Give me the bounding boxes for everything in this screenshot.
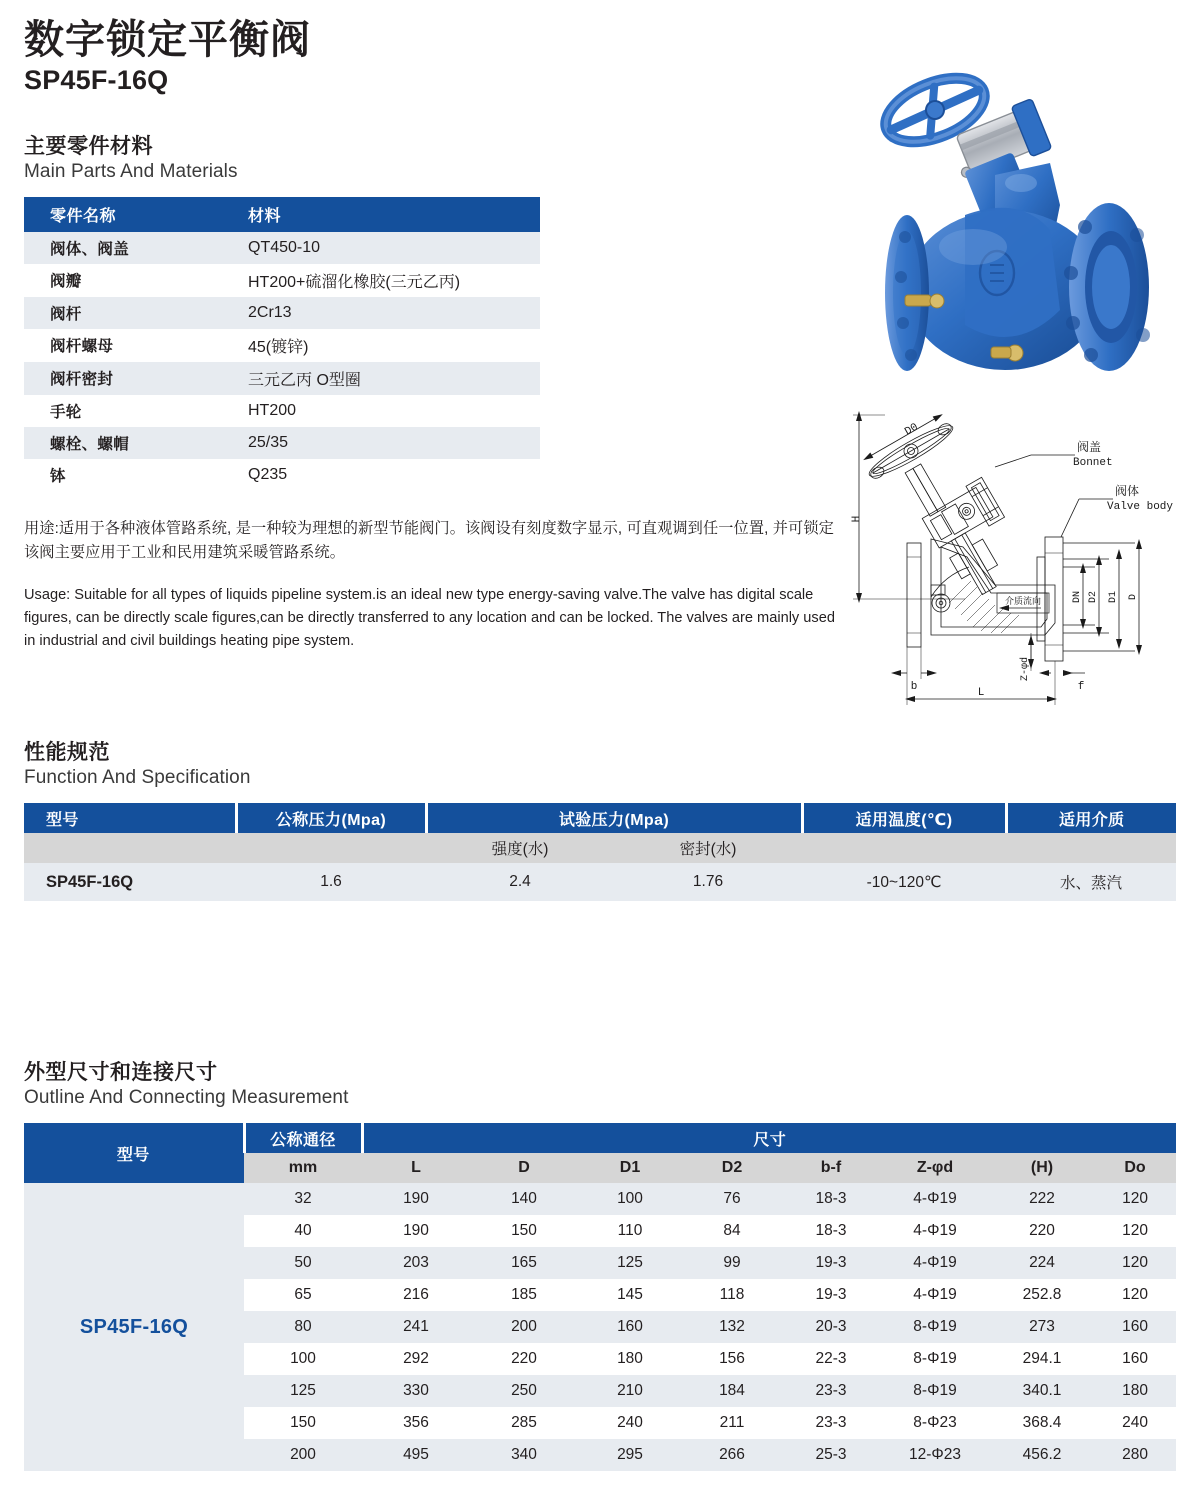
dimension-table [24,1123,1176,1471]
dim-cell-h: 368.4 [990,1407,1094,1439]
dim-cell-d2: 266 [682,1439,782,1471]
dim-cell-mm: 150 [244,1407,362,1439]
dim-subcol-d2: D2 [682,1153,782,1183]
material-value: Q235 [234,459,540,491]
material-value: QT450-10 [234,232,540,264]
drawing-label-l: L [977,687,985,699]
dim-cell-h: 294.1 [990,1343,1094,1375]
spec-value-seal: 1.76 [614,863,802,901]
material-part-name: 阀体、阀盖 [24,232,234,264]
dim-cell-do: 180 [1094,1375,1176,1407]
dim-subcol-d: D [470,1153,578,1183]
dim-cell-d2: 156 [682,1343,782,1375]
dim-heading-cn: 外型尺寸和连接尺寸 [24,1061,218,1084]
specification-section [24,736,1176,901]
dim-col-dimensions: 尺寸 [362,1123,1176,1153]
dim-cell-b-f: 22-3 [782,1343,880,1375]
dim-cell-b-f: 25-3 [782,1439,880,1471]
dim-cell-d1: 145 [578,1279,682,1311]
right-flange [1064,203,1150,371]
dim-cell-l: 203 [362,1247,470,1279]
right-illustration-column [845,55,1185,717]
spec-subheader-row [24,833,1176,863]
dim-cell-b-f: 18-3 [782,1183,880,1215]
usage-section [24,517,842,653]
materials-table [24,197,540,491]
table-row [24,459,540,491]
dim-cell-d: 150 [470,1215,578,1247]
dim-cell-b-f: 23-3 [782,1407,880,1439]
dim-cell-do: 120 [1094,1279,1176,1311]
dim-cell-d: 220 [470,1343,578,1375]
dim-cell-mm: 65 [244,1279,362,1311]
left-flange [885,215,929,371]
spec-sub-blank-model [24,833,236,863]
dim-subcol-h: (H) [990,1153,1094,1183]
technical-drawing-svg [845,407,1183,717]
material-value: 45(镀锌) [234,329,540,362]
dim-cell-d: 185 [470,1279,578,1311]
dim-cell-b-f: 19-3 [782,1279,880,1311]
dim-cell-mm: 40 [244,1215,362,1247]
material-part-name: 阀杆 [24,297,234,329]
dim-cell-l: 216 [362,1279,470,1311]
specification-table [24,803,1176,901]
dim-cell-d2: 99 [682,1247,782,1279]
dim-cell-mm: 200 [244,1439,362,1471]
dim-cell-mm: 32 [244,1183,362,1215]
spec-value-temperature: -10~120℃ [802,863,1006,901]
spec-value-medium: 水、蒸汽 [1006,863,1176,901]
drawing-label-flow: 介质流向 [1004,596,1042,606]
drawing-label-body-cn: 阀体 [1115,484,1140,498]
dim-heading-en: Outline And Connecting Measurement [24,1087,349,1108]
dim-cell-h: 224 [990,1247,1094,1279]
table-row [24,362,540,395]
dim-cell-d: 250 [470,1375,578,1407]
dim-cell-d2: 84 [682,1215,782,1247]
materials-col-part: 零件名称 [24,197,234,232]
table-row [24,1183,1176,1215]
drawing-label-body-en: Valve body [1107,501,1174,513]
dim-cell-do: 120 [1094,1183,1176,1215]
dim-cell-d2: 184 [682,1375,782,1407]
spec-col-temperature: 适用温度(℃) [802,803,1006,833]
materials-col-material: 材料 [234,197,540,232]
spec-col-test-pressure: 试验压力(Mpa) [426,803,802,833]
dim-cell-z-phi-d: 8-Φ19 [880,1311,990,1343]
dim-cell-mm: 100 [244,1343,362,1375]
table-row [24,297,540,329]
dim-subcol-mm: mm [244,1153,362,1183]
drawing-label-d: D [1128,593,1139,601]
dim-model-value: SP45F-16Q [24,1183,244,1471]
spec-col-medium: 适用介质 [1006,803,1176,833]
dimension-table-body [24,1183,1176,1471]
dim-cell-d1: 295 [578,1439,682,1471]
usage-text-en: Usage: Suitable for all types of liquids pipeline system.is an ideal new type energy-saving valve.The valve has digital scale figures, can be directly scale figures,can be directly transferred to any location and can be locked. The valves are mainly used in industrial and civil buildings heating pipe system. [24,587,835,649]
dim-cell-z-phi-d: 12-Φ23 [880,1439,990,1471]
dim-cell-do: 120 [1094,1215,1176,1247]
material-value: 2Cr13 [234,297,540,329]
drawing-label-z-phi-d: Z-φd [1020,656,1031,682]
spec-heading-cn: 性能规范 [24,741,110,764]
dim-cell-d: 165 [470,1247,578,1279]
material-value: 三元乙丙 O型圈 [234,362,540,395]
materials-heading-en: Main Parts And Materials [24,160,238,182]
spec-sub-seal: 密封(水) [614,833,802,863]
dim-cell-l: 292 [362,1343,470,1375]
dim-cell-h: 220 [990,1215,1094,1247]
dim-cell-do: 240 [1094,1407,1176,1439]
dim-cell-d1: 100 [578,1183,682,1215]
dim-cell-l: 190 [362,1183,470,1215]
dim-cell-d: 140 [470,1183,578,1215]
page-model-code: SP45F-16Q [24,64,169,95]
materials-table-body [24,232,540,491]
dim-cell-l: 495 [362,1439,470,1471]
dim-cell-mm: 80 [244,1311,362,1343]
drawing-label-h: H [851,515,863,523]
spec-sub-blank-temp [802,833,1006,863]
material-part-name: 钵 [24,459,234,491]
table-row [24,427,540,459]
dim-cell-do: 120 [1094,1247,1176,1279]
dim-cell-do: 280 [1094,1439,1176,1471]
table-row [24,264,540,297]
materials-table-header-row [24,197,540,232]
drawing-label-d2: D2 [1088,590,1099,604]
dim-header-row-1 [24,1123,1176,1153]
dim-cell-d1: 160 [578,1311,682,1343]
dim-cell-b-f: 19-3 [782,1247,880,1279]
dim-cell-d1: 125 [578,1247,682,1279]
dim-cell-d: 200 [470,1311,578,1343]
dim-cell-d1: 110 [578,1215,682,1247]
spec-col-nominal-pressure: 公称压力(Mpa) [236,803,426,833]
dim-subcol-do: Do [1094,1153,1176,1183]
dim-cell-z-phi-d: 4-Φ19 [880,1183,990,1215]
dim-cell-d: 340 [470,1439,578,1471]
drawing-label-b: b [910,681,918,693]
drawing-label-bonnet-en: Bonnet [1073,457,1113,469]
dim-cell-h: 252.8 [990,1279,1094,1311]
dim-col-nominal-diameter: 公称通径 [244,1123,362,1153]
dim-cell-z-phi-d: 4-Φ19 [880,1247,990,1279]
dim-cell-z-phi-d: 4-Φ19 [880,1279,990,1311]
dim-subcol-b-f: b-f [782,1153,880,1183]
materials-heading-cn: 主要零件材料 [24,134,153,158]
valve-product-photo [845,55,1175,395]
dim-cell-d1: 180 [578,1343,682,1375]
dim-cell-mm: 50 [244,1247,362,1279]
drawing-label-bonnet-cn: 阀盖 [1077,440,1102,454]
valve-photo-svg [845,55,1175,395]
materials-section [24,130,844,491]
page-title: 数字锁定平衡阀 [24,18,311,62]
dim-cell-d2: 211 [682,1407,782,1439]
dim-cell-d2: 118 [682,1279,782,1311]
material-value: HT200+硫溜化橡胶(三元乙丙) [234,264,540,297]
dim-col-model: 型号 [24,1123,244,1183]
dim-cell-l: 241 [362,1311,470,1343]
material-part-name: 手轮 [24,395,234,427]
dim-cell-h: 273 [990,1311,1094,1343]
usage-text-cn: 用途:适用于各种液体管路系统, 是一种较为理想的新型节能阀门。该阀设有刻度数字显示, 可直观调到任一位置, 并可锁定 该阀主要应用于工业和民用建筑采暖管路系统。 [24,519,834,562]
spec-value-strength: 2.4 [426,863,614,901]
dim-cell-h: 222 [990,1183,1094,1215]
drawing-label-d0: D0 [903,421,921,439]
table-row [24,395,540,427]
drawing-label-d1: D1 [1108,590,1119,604]
dim-cell-d1: 240 [578,1407,682,1439]
spec-header-row [24,803,1176,833]
dim-subcol-z-phi-d: Z-φd [880,1153,990,1183]
spec-sub-strength: 强度(水) [426,833,614,863]
material-part-name: 阀杆螺母 [24,329,234,362]
spec-col-model: 型号 [24,803,236,833]
drawing-label-dn: DN [1072,590,1083,604]
table-row [24,232,540,264]
spec-value-nominal-pressure: 1.6 [236,863,426,901]
dim-cell-l: 190 [362,1215,470,1247]
dim-cell-do: 160 [1094,1311,1176,1343]
dim-cell-l: 356 [362,1407,470,1439]
dim-subcol-l: L [362,1153,470,1183]
spec-sub-blank-nominal [236,833,426,863]
drawing-label-f: f [1077,681,1085,693]
material-part-name: 螺栓、螺帽 [24,427,234,459]
dimension-section [24,1056,1176,1471]
spec-sub-blank-medium [1006,833,1176,863]
dim-cell-h: 456.2 [990,1439,1094,1471]
dim-cell-z-phi-d: 8-Φ23 [880,1407,990,1439]
dim-cell-z-phi-d: 8-Φ19 [880,1375,990,1407]
dim-cell-b-f: 20-3 [782,1311,880,1343]
dim-cell-mm: 125 [244,1375,362,1407]
table-row [24,329,540,362]
material-value: HT200 [234,395,540,427]
dim-cell-z-phi-d: 8-Φ19 [880,1343,990,1375]
dim-cell-d1: 210 [578,1375,682,1407]
valve-technical-drawing [845,407,1183,717]
dim-cell-h: 340.1 [990,1375,1094,1407]
material-value: 25/35 [234,427,540,459]
material-part-name: 阀瓣 [24,264,234,297]
dim-cell-b-f: 23-3 [782,1375,880,1407]
table-row [24,863,1176,901]
dim-cell-b-f: 18-3 [782,1215,880,1247]
material-part-name: 阀杆密封 [24,362,234,395]
spec-heading-en: Function And Specification [24,767,251,788]
dim-subcol-d1: D1 [578,1153,682,1183]
spec-value-model: SP45F-16Q [24,863,236,901]
dim-cell-z-phi-d: 4-Φ19 [880,1215,990,1247]
dim-cell-d2: 76 [682,1183,782,1215]
dim-cell-d2: 132 [682,1311,782,1343]
dim-cell-do: 160 [1094,1343,1176,1375]
left-content-column [24,18,844,653]
dim-cell-l: 330 [362,1375,470,1407]
dim-cell-d: 285 [470,1407,578,1439]
